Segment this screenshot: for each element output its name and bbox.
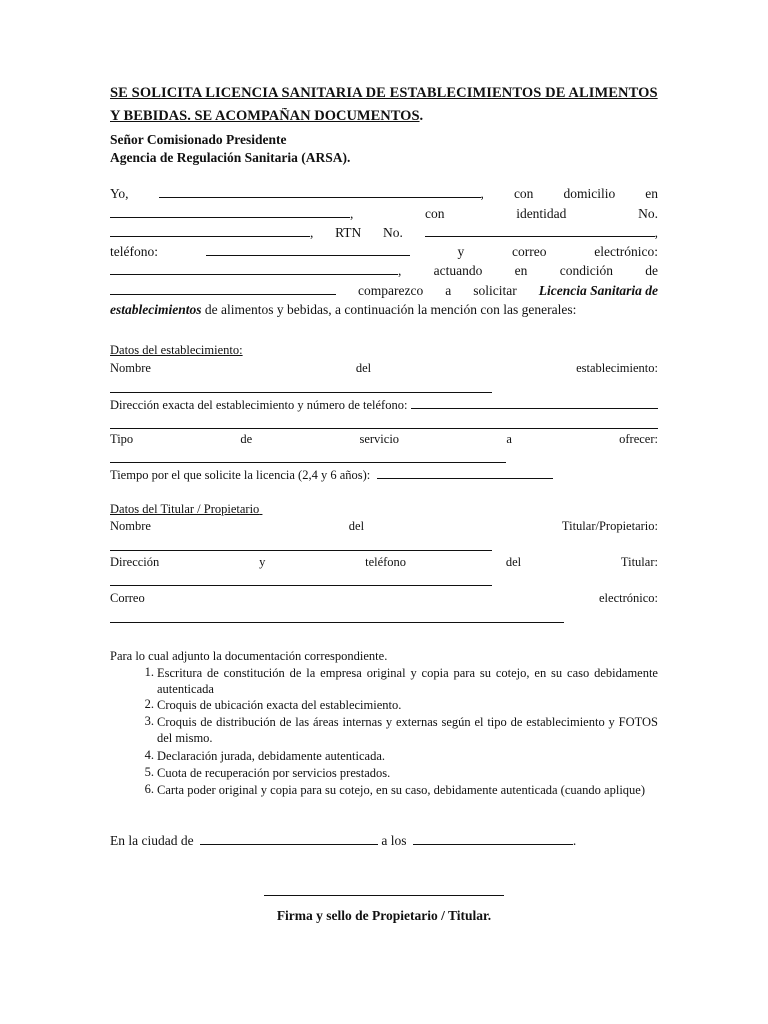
- intro-line-4: teléfono: y correo electrónico:: [110, 244, 658, 259]
- intro-line-1: Yo, , con domicilio en: [110, 186, 658, 201]
- addressee-line-2: Agencia de Regulación Sanitaria (ARSA).: [110, 150, 351, 165]
- establishment-heading: Datos del establecimiento:: [110, 343, 243, 357]
- signature-line[interactable]: [264, 895, 504, 896]
- license-duration-line: Tiempo por el que solicite la licencia (2,4 y 6 años):: [110, 467, 658, 483]
- establishment-name-line: Nombre del establecimiento:: [110, 361, 658, 375]
- intro-line-7: establecimientos de alimentos y bebidas, a continuación la mención con las generales:: [110, 302, 577, 317]
- document-page: SE SOLICITA LICENCIA SANITARIA DE ESTABLECIMIENTOS DE ALIMENTOS Y BEBIDAS. SE ACOMPAÑAN DOCUMENTOS. Señor Comisionado Presidente Agencia de Regulación Sanitaria (ARSA). Yo, , con domicilio en , con identidad No. , RTN No. , teléfono: y correo electrónico: , actuando en condición de comparezco a solicitar Licencia Sanitaria de establecimientos de alimentos y bebidas, a continuación la mención con las generales: Datos del establecimiento: Nombre del establecimiento: Dirección exacta del establecimiento y número de teléfono: Tipo de servicio a ofrecer: Tiempo por el que solicite la licencia (2,4 y 6 años): Datos del Titular / Propietario Nombre del Titular/Propietario: Dirección y teléfono del Titular: Correo electrónico: Para lo cual adjunto la documentación correspondiente. 1. Escritura de constitución de la empresa original y copia para su cotejo, en su caso debidamente autenticada 2. Croquis de ubicación exacta del establecimiento. 3. Croquis de distribución de las áreas internas y externas según el tipo de establecimiento y FOTOS del mismo. 4. Declaración jurada, debidamente autenticada. 5. Cuota de recuperación por servicios prestados. 6. Carta poder original y copia para su cotejo, en su caso, debidamente autenticada (cuando aplique) En la ciudad de a los . Firma y sello de Propietario / Titular.: [0, 0, 768, 1024]
- signature-label: Firma y sello de Propietario / Titular.: [276, 908, 492, 923]
- city-field[interactable]: [200, 833, 378, 845]
- condition-field[interactable]: [110, 283, 336, 295]
- owner-address-field[interactable]: [110, 585, 492, 586]
- documents-intro: Para lo cual adjunto la documentación correspondiente.: [110, 649, 388, 663]
- address-field[interactable]: [110, 206, 350, 218]
- owner-email-line: Correo electrónico:: [110, 591, 658, 605]
- establishment-name-field[interactable]: [110, 392, 492, 393]
- title-line-1: SE SOLICITA LICENCIA SANITARIA DE ESTABLECIMIENTOS DE ALIMENTOS: [110, 85, 658, 101]
- owner-name-field[interactable]: [110, 550, 492, 551]
- title-line-2: Y BEBIDAS. SE ACOMPAÑAN DOCUMENTOS.: [110, 108, 424, 124]
- owner-name-line: Nombre del Titular/Propietario:: [110, 519, 658, 533]
- establishment-address-field[interactable]: [411, 397, 658, 409]
- intro-line-2: , con identidad No.: [110, 206, 658, 222]
- establishment-address-field-2[interactable]: [110, 428, 658, 429]
- service-type-line: Tipo de servicio a ofrecer:: [110, 432, 658, 446]
- intro-line-5: , actuando en condición de: [110, 263, 658, 279]
- owner-email-field[interactable]: [110, 622, 564, 623]
- rtn-field[interactable]: [425, 225, 655, 237]
- identity-field[interactable]: [110, 225, 310, 237]
- intro-line-3: , RTN No. ,: [110, 225, 658, 241]
- owner-heading: Datos del Titular / Propietario: [110, 502, 260, 516]
- service-type-field[interactable]: [110, 462, 506, 463]
- name-field[interactable]: [159, 186, 481, 198]
- establishment-address-line: Dirección exacta del establecimiento y número de teléfono:: [110, 397, 658, 413]
- closing-line: En la ciudad de a los .: [110, 833, 577, 848]
- intro-line-6: comparezco a solicitar Licencia Sanitaria de: [110, 283, 658, 299]
- phone-field[interactable]: [206, 244, 410, 256]
- license-duration-field[interactable]: [377, 467, 553, 479]
- email-field[interactable]: [110, 263, 398, 275]
- addressee-line-1: Señor Comisionado Presidente: [110, 132, 287, 147]
- owner-address-line: Dirección y teléfono del Titular:: [110, 555, 658, 569]
- date-field[interactable]: [413, 833, 573, 845]
